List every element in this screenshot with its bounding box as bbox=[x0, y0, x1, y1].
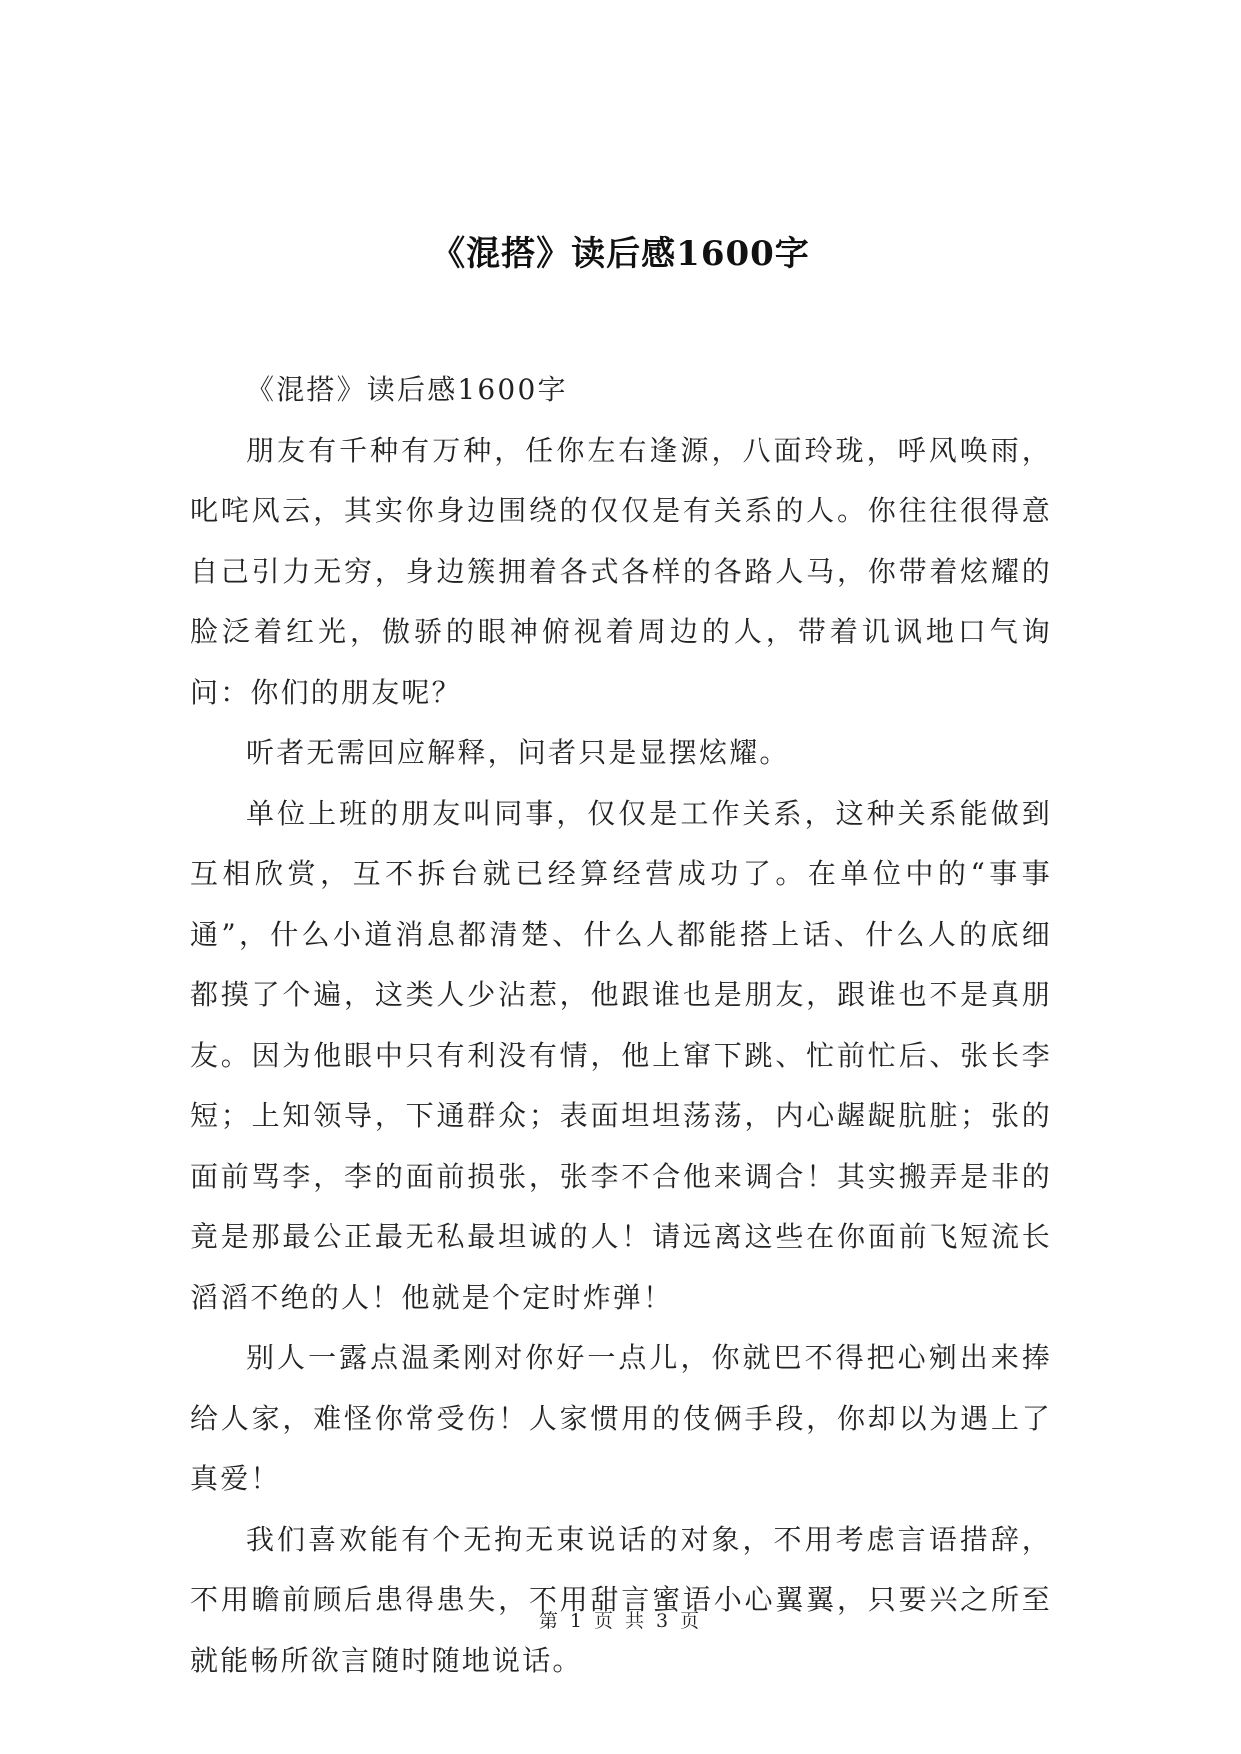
paragraph: 我们喜欢能有个无拘无束说话的对象，不用考虑言语措辞，不用瞻前顾后患得患失，不用甜言蜜语小心翼翼，只要兴之所至就能畅所欲言随时随地说话。 bbox=[190, 1522, 1052, 1677]
document-title: 《混搭》读后感1600字 bbox=[431, 234, 810, 274]
paragraph: 《混搭》读后感1600字 bbox=[246, 373, 568, 406]
paragraph: 听者无需回应解释，问者只是显摆炫耀。 bbox=[246, 736, 790, 769]
paragraph: 朋友有千种有万种，任你左右逢源，八面玲珑，呼风唤雨，叱咤风云，其实你身边围绕的仅仅是有关系的人。你往往很得意自己引力无穷，身边簇拥着各式各样的各路人马，你带着炫耀的脸泛着红光，傲骄的眼神俯视着周边的人，带着讥讽地口气询问：你们的朋友呢？ bbox=[190, 433, 1052, 709]
document-body bbox=[190, 360, 1052, 1691]
paragraph: 单位上班的朋友叫同事，仅仅是工作关系，这种关系能做到互相欣赏，互不拆台就已经算经营成功了。在单位中的“事事通”，什么小道消息都清楚、什么人都能搭上话、什么人的底细都摸了个遍，这类人少沾惹，他跟谁也是朋友，跟谁也不是真朋友。因为他眼中只有利没有情，他上窜下跳、忙前忙后、张长李短；上知领导，下通群众；表面坦坦荡荡，内心龌龊肮脏；张的面前骂李，李的面前损张，张李不合他来调合！其实搬弄是非的竟是那最公正最无私最坦诚的人！请远离这些在你面前飞短流长滔滔不绝的人！他就是个定时炸弹！ bbox=[190, 796, 1052, 1314]
page-number-label: 第 1 页 共 3 页 bbox=[538, 1610, 703, 1632]
paragraph: 别人一露点温柔刚对你好一点儿，你就巴不得把心剜出来捧给人家，难怪你常受伤！人家惯用的伎俩手段，你却以为遇上了真爱！ bbox=[190, 1341, 1052, 1495]
page-footer bbox=[0, 1606, 1241, 1633]
